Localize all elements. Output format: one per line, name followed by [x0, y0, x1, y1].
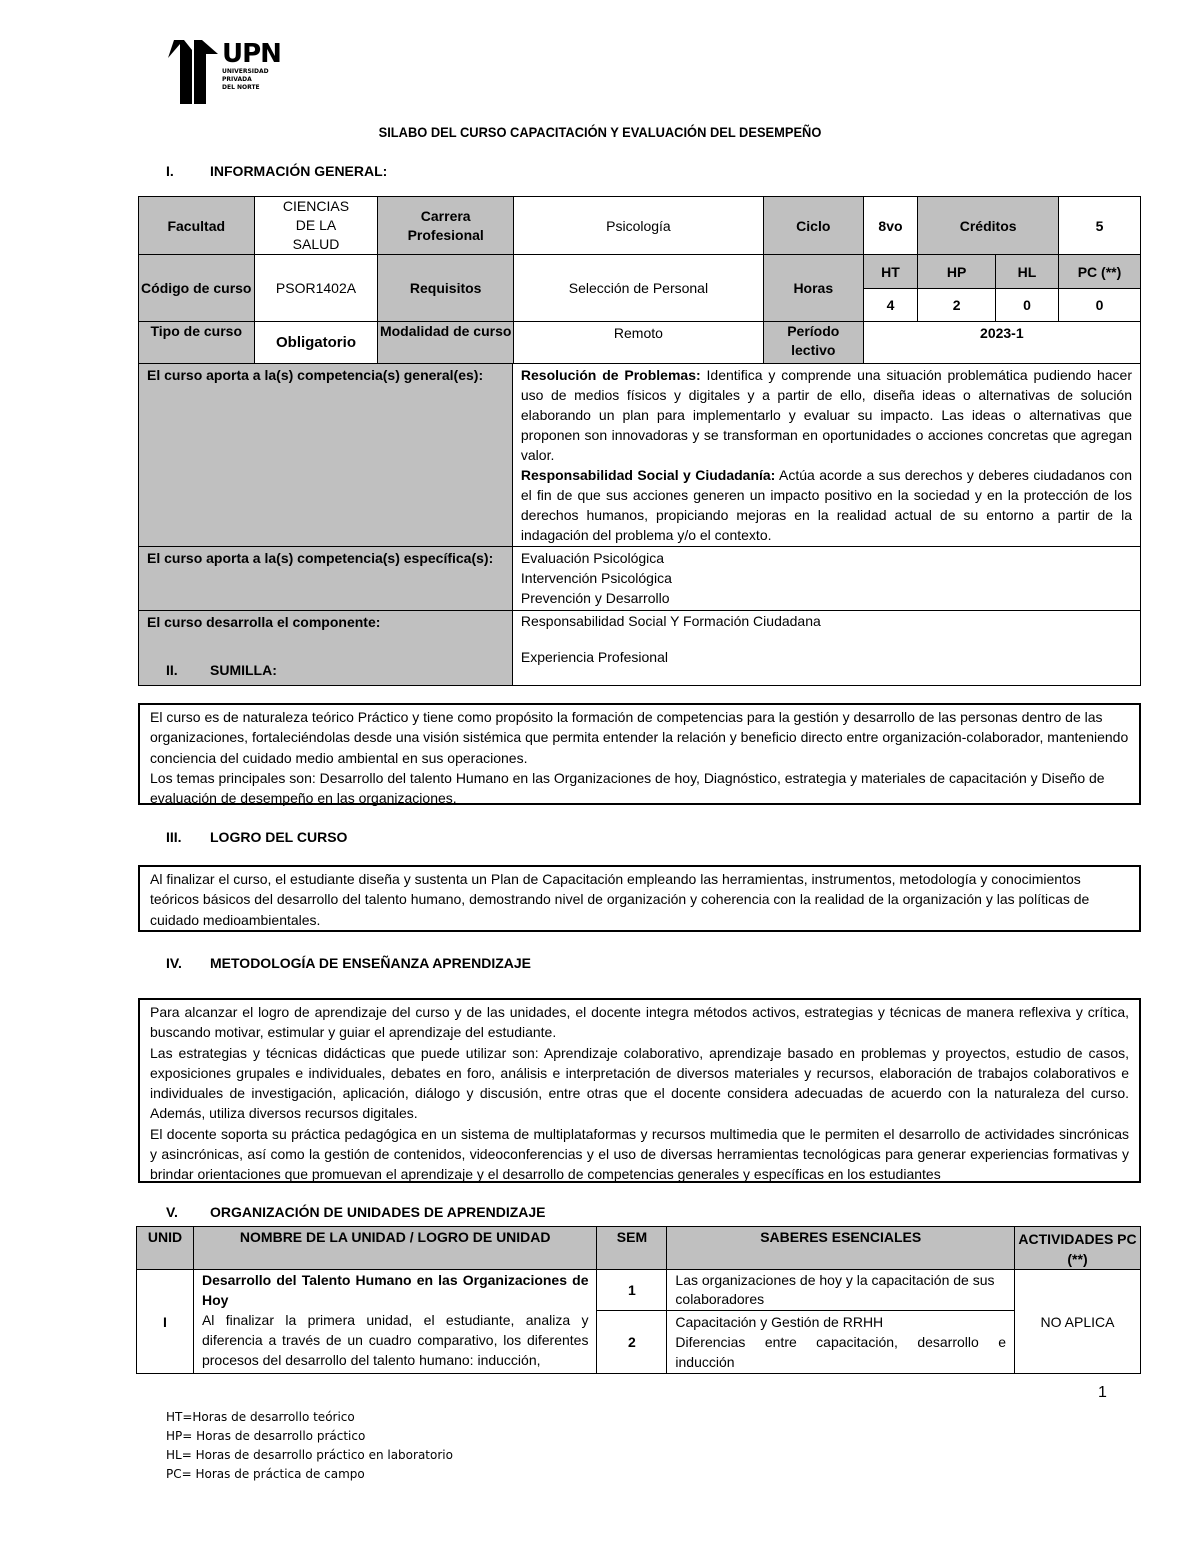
- logro-box: [138, 865, 1141, 932]
- requisitos-value: Selección de Personal: [513, 255, 763, 322]
- ht-value: 4: [863, 289, 918, 322]
- section-3-title: LOGRO DEL CURSO: [210, 829, 348, 845]
- sumilla-paragraph-2: Los temas principales son: Desarrollo del talento Humano en las Organizaciones de hoy, Diagnóstico, estrategia y materiales de capacitación y Diseño de evaluación de desempeño en las organizaciones.: [150, 769, 1105, 807]
- logo-line-1: UNIVERSIDAD: [222, 68, 269, 75]
- hp-label: HP: [918, 255, 996, 289]
- footnote-pc: PC= Horas de práctica de campo: [166, 1467, 365, 1481]
- footnote-hp: HP= Horas de desarrollo práctico: [166, 1429, 366, 1443]
- facultad-value: CIENCIAS DE LA SALUD: [254, 197, 378, 255]
- codigo-label: Código de curso: [139, 255, 255, 322]
- unit-saber-2a: Capacitación y Gestión de RRHH: [675, 1314, 884, 1330]
- logo-line-2: PRIVADA: [222, 76, 252, 83]
- logro-text: Al finalizar el curso, el estudiante diseña y sustenta un Plan de Capacitación empleando las herramientas, instrumentos, metodología y conocimientos teóricos básicos del desarrollo del talento humano, demostrando nivel de organización y coherencia con la realidad de la organización y las políticas de cuidado medioambientales.: [150, 871, 1090, 928]
- comp-general-content: [512, 364, 1140, 547]
- ht-label: HT: [863, 255, 918, 289]
- section-4-heading: [166, 955, 531, 971]
- units-header-actividades: ACTIVIDADES PC (**): [1015, 1227, 1141, 1270]
- sumilla-box: [138, 703, 1141, 805]
- metodologia-paragraph-1: Para alcanzar el logro de aprendizaje del curso y de las unidades, el docente integra métodos activos, estrategias y técnicas de manera reflexiva y crítica, buscando motivar, estimular y guiar el aprendizaje del estudiante.: [150, 1004, 1129, 1041]
- hl-label: HL: [996, 255, 1059, 289]
- carrera-label: Carrera Profesional: [378, 197, 513, 255]
- facultad-label: Facultad: [139, 197, 255, 255]
- unit-actividades: NO APLICA: [1015, 1270, 1141, 1374]
- footnote-ht: HT=Horas de desarrollo teórico: [166, 1410, 355, 1424]
- codigo-value: PSOR1402A: [254, 255, 378, 322]
- tipo-label: Tipo de curso: [139, 322, 255, 364]
- comp-especifica-content: [512, 547, 1140, 611]
- comp-especifica-label: El curso aporta a la(s) competencia(s) específica(s):: [139, 547, 513, 611]
- section-4-number: IV.: [166, 955, 182, 971]
- unit-sem-2: 2: [597, 1311, 667, 1374]
- pc-value: 0: [1059, 289, 1141, 322]
- unit-saber-1: Las organizaciones de hoy y la capacitación de sus colaboradores: [667, 1270, 1015, 1311]
- periodo-label: Período lectivo: [763, 322, 863, 364]
- comp1-text: Identifica y comprende una situación problemática pudiendo hacer uso de medios físicos y digitales y a partir de ello, diseña ideas o alternativas de solución elaborando un plan para implementarlo y evaluar su impacto. Las ideas o alternativas que proponen son innovadoras y se transforman en oportunidades o acciones concretas que agregan valor.: [520, 367, 1132, 463]
- unit-sem-1: 1: [597, 1270, 667, 1311]
- metodologia-paragraph-3: El docente soporta su práctica pedagógica en un sistema de multiplataformas y recursos multimedia que le permiten el desarrollo de actividades sincrónicas y asincrónicas, así como la gestión de contenidos, videoconferencias y el uso de diversas herramientas tecnológicas para generar experiencias formativas y brindar orientaciones que promuevan el aprendizaje y el desarrollo de competencias generales y específicas en los estudiantes: [150, 1125, 1129, 1183]
- creditos-label: Créditos: [918, 197, 1059, 255]
- units-table: [136, 1226, 1141, 1374]
- section-1-number: I.: [166, 163, 174, 179]
- unit-name-text: Al finalizar la primera unidad, el estudiante, analiza y diferencia a través de un cuadro comparativo, los diferentes procesos del desarrollo del talento humano: inducción,: [201, 1312, 589, 1368]
- units-header-saberes: SABERES ESENCIALES: [667, 1227, 1015, 1270]
- logo-name: UPN: [222, 39, 281, 69]
- carrera-value: Psicología: [513, 197, 763, 255]
- section-1-title: INFORMACIÓN GENERAL:: [210, 163, 388, 179]
- units-header-unid: UNID: [137, 1227, 194, 1270]
- componente-item: Responsabilidad Social Y Formación Ciudadana: [520, 613, 821, 629]
- general-info-table: [138, 196, 1141, 686]
- section-2-heading: [166, 662, 277, 678]
- units-header-sem: SEM: [597, 1227, 667, 1270]
- page-number: 1: [1098, 1384, 1107, 1401]
- comp-general-label: El curso aporta a la(s) competencia(s) general(es):: [139, 364, 513, 547]
- section-5-title: ORGANIZACIÓN DE UNIDADES DE APRENDIZAJE: [210, 1204, 546, 1220]
- unit-number: I: [137, 1270, 194, 1374]
- section-2-number: II.: [166, 662, 178, 678]
- footnote-hl: HL= Horas de desarrollo práctico en laboratorio: [166, 1448, 453, 1462]
- document-title: SILABO DEL CURSO CAPACITACIÓN Y EVALUACIÓN DEL DESEMPEÑO: [378, 124, 822, 140]
- creditos-value: 5: [1059, 197, 1141, 255]
- units-header-nombre: NOMBRE DE LA UNIDAD / LOGRO DE UNIDAD: [193, 1227, 597, 1270]
- section-2-title: SUMILLA:: [210, 662, 277, 678]
- section-3-number: III.: [166, 829, 182, 845]
- hl-value: 0: [996, 289, 1059, 322]
- sumilla-paragraph-1: El curso es de naturaleza teórico Práctico y tiene como propósito la formación de competencias para la gestión y desarrollo de las personas dentro de las organizaciones, fortaleciéndolas desde una visión sistémica que permita entender la relación y beneficio directo entre organización-colaborador, manteniendo conciencia del cuidado medio ambiental en sus operaciones.: [150, 709, 1129, 766]
- especifica-item: Intervención Psicológica: [520, 570, 672, 586]
- ciclo-label: Ciclo: [763, 197, 863, 255]
- ciclo-value: 8vo: [863, 197, 918, 255]
- section-4-title: METODOLOGÍA DE ENSEÑANZA APRENDIZAJE: [210, 955, 531, 971]
- componente-content: [512, 611, 1140, 686]
- requisitos-label: Requisitos: [378, 255, 513, 322]
- unit-name-cell: [193, 1270, 597, 1374]
- especifica-item: Prevención y Desarrollo: [520, 590, 670, 606]
- tipo-value: Obligatorio: [254, 322, 378, 364]
- unit-name-title: Desarrollo del Talento Humano en las Organizaciones de Hoy: [201, 1272, 589, 1308]
- pc-label: PC (**): [1059, 255, 1141, 289]
- section-1-heading: [166, 163, 387, 179]
- componente-item: Experiencia Profesional: [520, 649, 668, 665]
- especifica-item: Evaluación Psicológica: [520, 550, 665, 566]
- metodologia-box: [138, 998, 1141, 1183]
- modalidad-label: Modalidad de curso: [378, 322, 513, 364]
- metodologia-paragraph-2: Las estrategias y técnicas didácticas que puede utilizar son: Aprendizaje colaborativo, aprendizaje basado en problemas y proyectos, estudio de casos, exposiciones grupales e individuales, debates en foro, análisis e interpretación de diversos materiales y recursos, elaboración de trabajos colaborativos e individuales de investigación, aplicación, diálogo y discusión, entre otras que el docente considera adecuadas de acuerdo con la naturaleza del curso. Además, utiliza diversos recursos digitales.: [150, 1044, 1129, 1122]
- table-row: [137, 1270, 1141, 1311]
- componente-label: El curso desarrolla el componente:: [139, 611, 513, 686]
- unit-saber-2b: Diferencias entre capacitación, desarrollo e inducción: [675, 1334, 1007, 1370]
- hp-value: 2: [918, 289, 996, 322]
- section-3-heading: [166, 829, 347, 845]
- modalidad-value: Remoto: [513, 322, 763, 364]
- horas-label: Horas: [763, 255, 863, 322]
- comp1-title: Resolución de Problemas:: [520, 367, 701, 383]
- logo-text: [222, 40, 281, 92]
- section-5-number: V.: [166, 1204, 178, 1220]
- comp2-title: Responsabilidad Social y Ciudadanía:: [520, 467, 776, 483]
- comp2-text: Actúa acorde a sus derechos y deberes ciudadanos con el fin de que sus acciones generen un impacto positivo en la sociedad y en la protección de los derechos humanos, propiciando mejoras en la realidad actual de su entorno a partir de la indagación del problema y/o el contexto.: [520, 467, 1132, 543]
- section-5-heading: [166, 1204, 546, 1220]
- periodo-value: 2023-1: [863, 322, 1140, 364]
- logo-line-3: DEL NORTE: [222, 84, 260, 91]
- unit-saber-2: [667, 1311, 1015, 1374]
